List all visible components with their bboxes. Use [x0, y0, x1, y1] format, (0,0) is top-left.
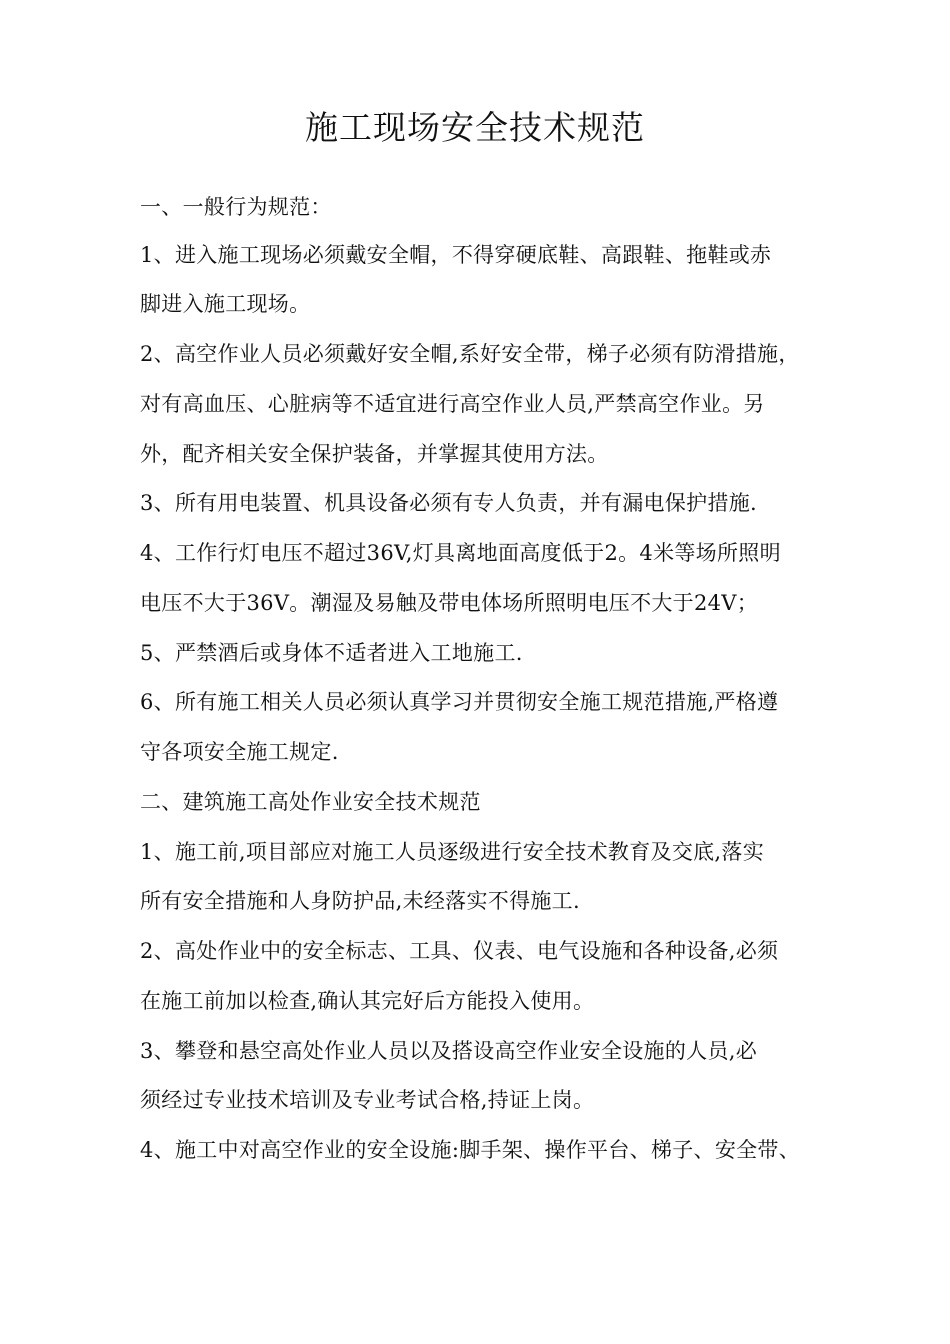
paragraph-line: 4、施工中对高空作业的安全设施:脚手架、操作平台、梯子、安全带、: [140, 1138, 801, 1162]
paragraph-line: 3、攀登和悬空高处作业人员以及搭设高空作业安全设施的人员,必: [140, 1039, 758, 1063]
paragraph-line: 4、工作行灯电压不超过36V,灯具离地面高度低于2。4米等场所照明: [140, 541, 781, 565]
paragraph-line: 5、严禁酒后或身体不适者进入工地施工.: [140, 641, 523, 665]
section-heading-high-altitude: 二、建筑施工高处作业安全技术规范: [140, 790, 481, 814]
paragraph-line: 3、所有用电装置、机具设备必须有专人负责，并有漏电保护措施.: [140, 491, 758, 515]
paragraph-line: 所有安全措施和人身防护品,未经落实不得施工.: [140, 889, 580, 913]
section-heading-general-conduct: 一、一般行为规范：: [140, 195, 332, 219]
paragraph-line: 6、所有施工相关人员必须认真学习并贯彻安全施工规范措施,严格遵: [140, 690, 779, 714]
paragraph-line: 外，配齐相关安全保护装备，并掌握其使用方法。: [140, 442, 609, 466]
paragraph-line: 1、进入施工现场必须戴安全帽，不得穿硬底鞋、高跟鞋、拖鞋或赤: [140, 243, 772, 267]
paragraph-line: 在施工前加以检查,确认其完好后方能投入使用。: [140, 989, 595, 1013]
document-title: 施工现场安全技术规范: [305, 108, 645, 147]
paragraph-line: 2、高空作业人员必须戴好安全帽,系好安全带，梯子必须有防滑措施，: [140, 342, 800, 366]
paragraph-line: 2、高处作业中的安全标志、工具、仪表、电气设施和各种设备,必须: [140, 939, 779, 963]
paragraph-line: 守各项安全施工规定.: [140, 740, 339, 764]
paragraph-line: 对有高血压、心脏病等不适宜进行高空作业人员,严禁高空作业。另: [140, 392, 765, 416]
paragraph-line: 1、施工前,项目部应对施工人员逐级进行安全技术教育及交底,落实: [140, 840, 765, 864]
paragraph-line: 电压不大于36V。潮湿及易触及带电体场所照明电压不大于24V；: [140, 591, 759, 615]
paragraph-line: 须经过专业技术培训及专业考试合格,持证上岗。: [140, 1088, 595, 1112]
paragraph-line: 脚进入施工现场。: [140, 292, 311, 316]
